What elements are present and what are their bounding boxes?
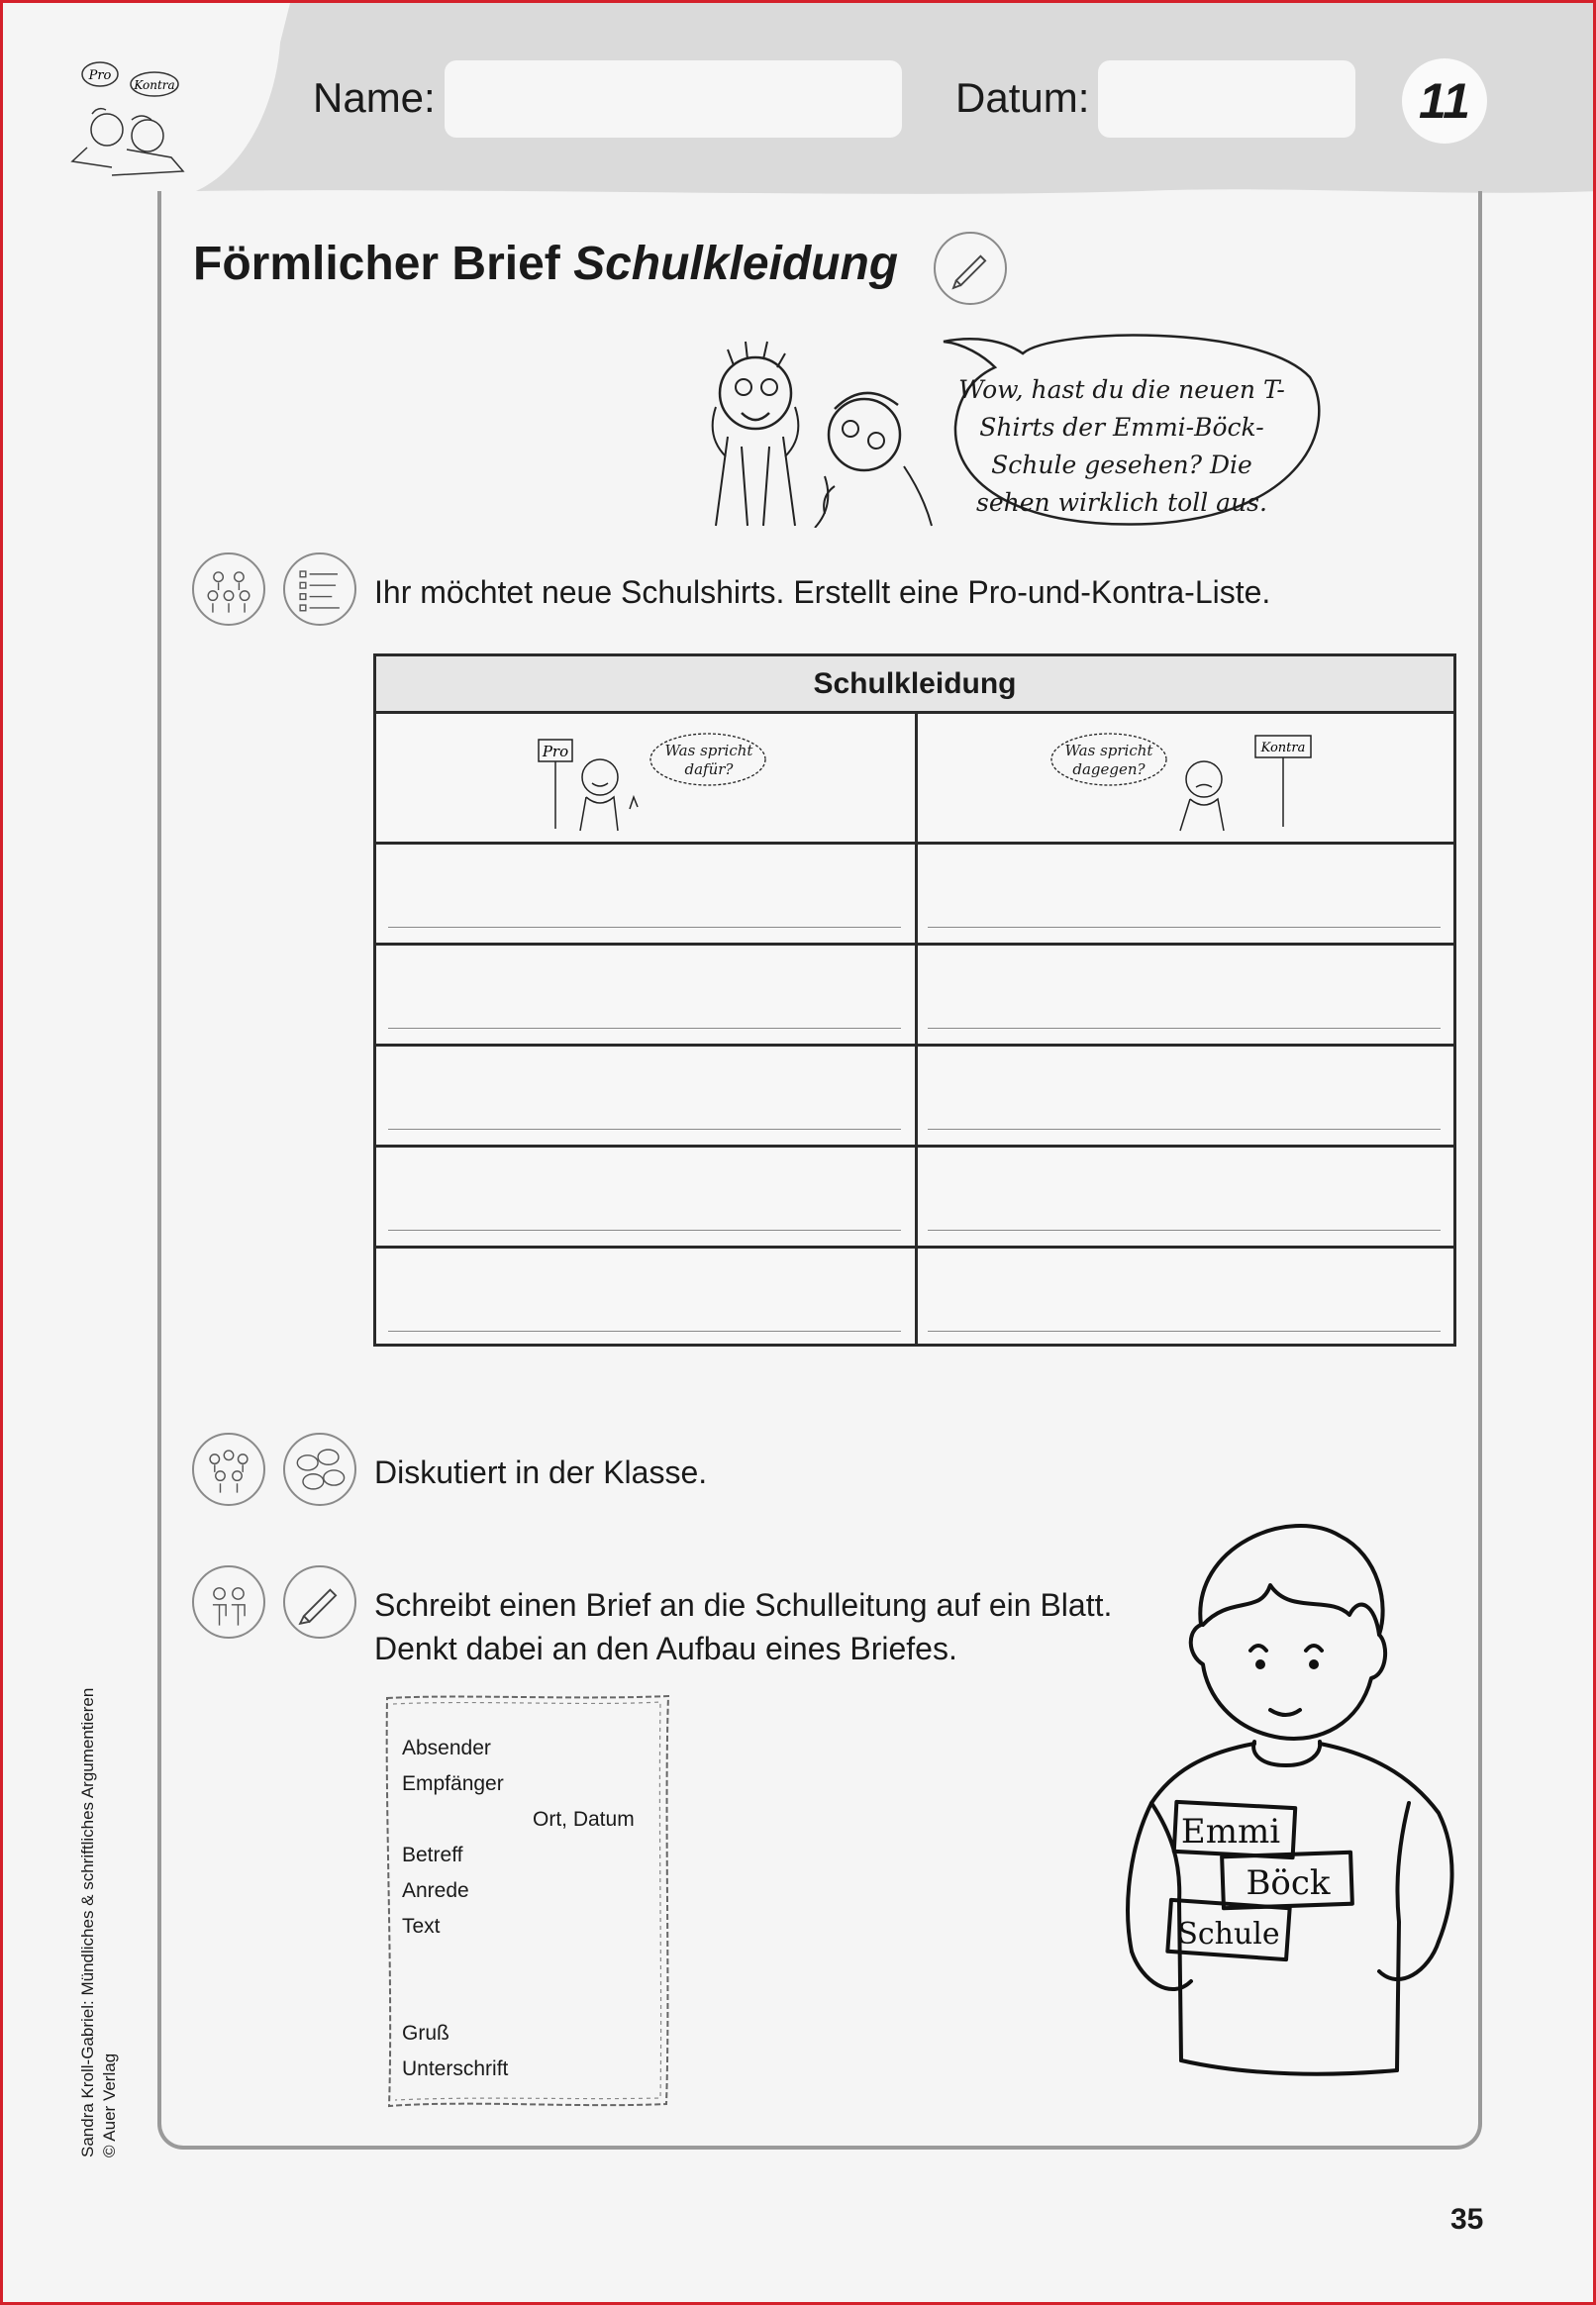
page-number: 35	[1450, 2203, 1484, 2236]
boy-in-school-shirt-illustration	[1112, 1506, 1468, 2100]
row-separator	[376, 943, 1453, 946]
title-plain: Förmlicher Brief	[193, 238, 574, 290]
letter-recipient: Empfänger	[402, 1772, 504, 1795]
letter-signature: Unterschrift	[402, 2057, 509, 2080]
pro-sign-text: Pro	[542, 743, 569, 760]
table-header: Schulkleidung	[376, 656, 1453, 714]
checklist-icon	[283, 552, 356, 626]
shirt-text-line2: Böck	[1246, 1863, 1331, 1903]
discussion-icon	[283, 1433, 356, 1506]
credit-line-2: © Auer Verlag	[100, 2053, 119, 2157]
pencil-icon	[934, 232, 1007, 305]
pro-answer-line[interactable]	[388, 1230, 901, 1231]
row-separator	[376, 1246, 1453, 1249]
contra-bubble-text: Was spricht dagegen?	[1064, 742, 1153, 778]
date-field[interactable]	[1098, 60, 1355, 138]
letter-text: Text	[402, 1915, 441, 1938]
task1-text: Ihr möchtet neue Schulshirts. Erstellt eine Pro-und-Kontra-Liste.	[374, 574, 1271, 610]
shirt-text-line3: Schule	[1177, 1917, 1280, 1952]
task2-text: Diskutiert in der Klasse.	[374, 1454, 708, 1490]
row-separator	[376, 1145, 1453, 1148]
contra-sign-text: Kontra	[1260, 741, 1306, 755]
letter-place-date: Ort, Datum	[533, 1808, 635, 1831]
speech-bubble-text: Wow, hast du die neuen T-Shirts der Emmi-Böck-Schule gesehen? Die sehen wirklich toll aus.	[958, 375, 1285, 517]
writing-pencil-icon	[283, 1565, 356, 1639]
date-label: Datum:	[955, 74, 1090, 121]
worksheet-number: 11	[1419, 73, 1470, 129]
name-label: Name:	[313, 74, 436, 121]
logo-kontra-text: Kontra	[134, 78, 175, 92]
title-italic: Schulkleidung	[573, 238, 899, 290]
letter-subject: Betreff	[402, 1844, 463, 1866]
pro-bubble-text: Was spricht dafür?	[664, 742, 753, 778]
pro-kontra-logo	[52, 50, 201, 179]
logo-pro-text: Pro	[88, 68, 112, 83]
contra-answer-line[interactable]	[928, 1331, 1441, 1332]
contra-answer-line[interactable]	[928, 1230, 1441, 1231]
task3-line1: Schreibt einen Brief an die Schulleitung auf ein Blatt.	[374, 1587, 1113, 1623]
row-separator	[376, 842, 1453, 845]
name-field[interactable]	[445, 60, 902, 138]
contra-answer-line[interactable]	[928, 927, 1441, 928]
page-title	[193, 237, 898, 291]
pro-answer-line[interactable]	[388, 927, 901, 928]
letter-salutation: Anrede	[402, 1879, 469, 1902]
letter-greeting: Gruß	[402, 2022, 449, 2045]
two-kids-illustration	[686, 318, 944, 528]
partner-work-icon	[192, 1565, 265, 1639]
pro-answer-line[interactable]	[388, 1129, 901, 1130]
contra-answer-line[interactable]	[928, 1129, 1441, 1130]
pro-answer-line[interactable]	[388, 1331, 901, 1332]
group-work-icon	[192, 552, 265, 626]
worksheet-number-badge	[1402, 58, 1487, 144]
task3-line2: Denkt dabei an den Aufbau eines Briefes.	[374, 1631, 957, 1666]
contra-answer-line[interactable]	[928, 1028, 1441, 1029]
shirt-text-line1: Emmi	[1180, 1812, 1281, 1852]
letter-sender: Absender	[402, 1737, 491, 1759]
row-separator	[376, 1044, 1453, 1047]
pro-contra-table	[373, 653, 1456, 1347]
footer-credit	[77, 1688, 121, 2157]
class-group-icon	[192, 1433, 265, 1506]
credit-line-1: Sandra Kroll-Gabriel: Mündliches & schriftliches Argumentieren	[78, 1687, 97, 2157]
pro-answer-line[interactable]	[388, 1028, 901, 1029]
column-divider	[915, 714, 918, 1344]
